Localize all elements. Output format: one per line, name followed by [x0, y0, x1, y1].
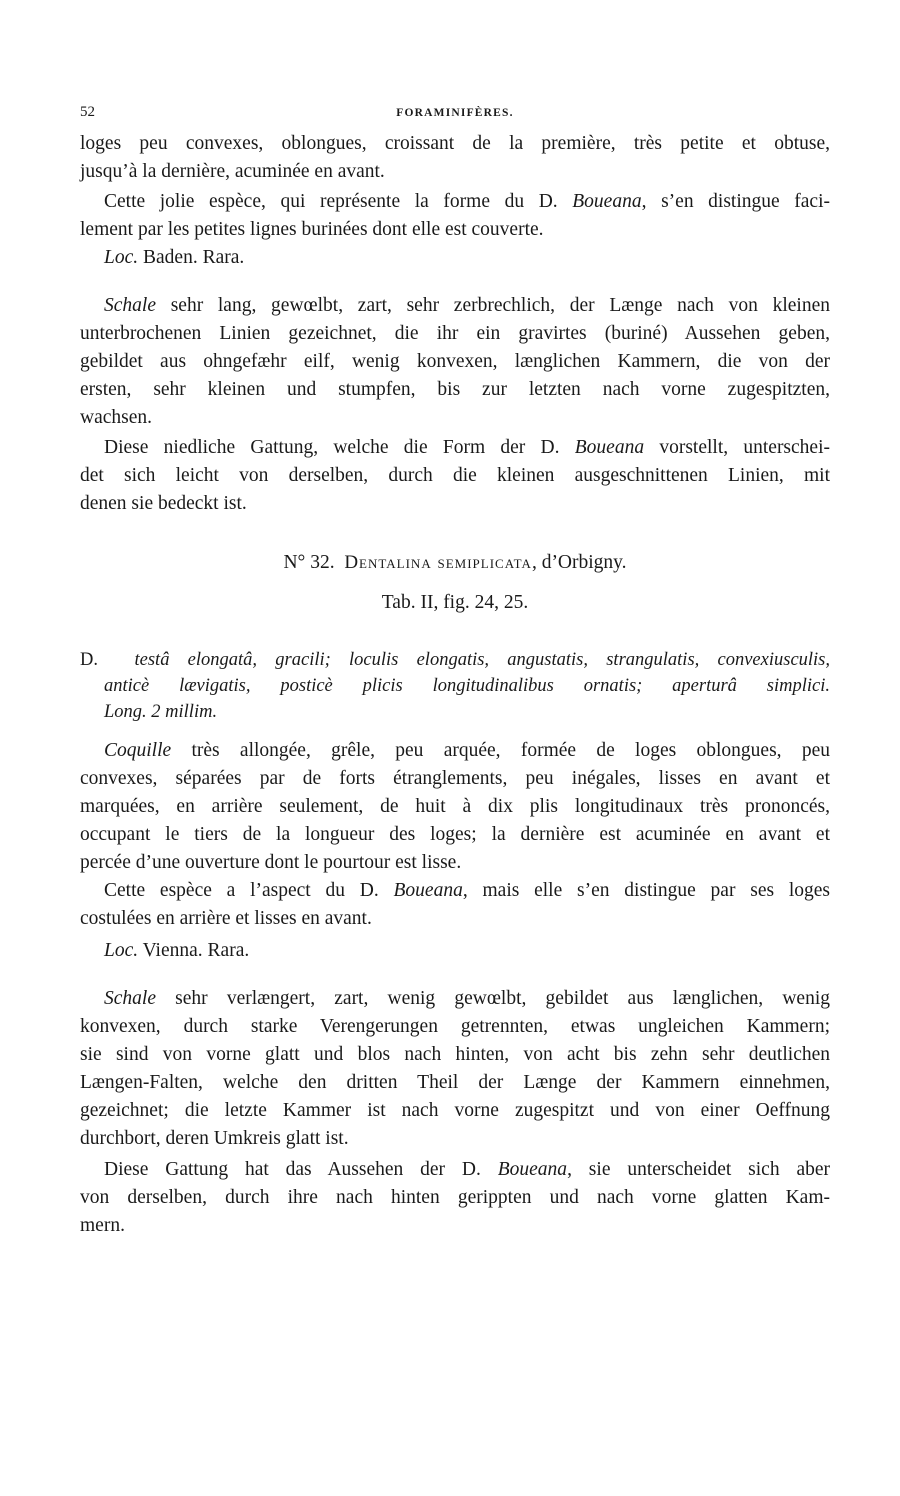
locality-text: Baden. Rara.	[138, 247, 245, 268]
locality-line	[80, 244, 830, 272]
text-line: Cette jolie espèce, qui représente la forme du D. Boueana, s’en distingue faci-	[104, 191, 831, 212]
text-line: gezeichnet; die letzte Kammer ist nach vorne zugespitzt und von einer Oeffnung	[80, 1100, 830, 1121]
diagnosis-line: D. testâ elongatâ, gracili; loculis elongatis, angustatis, strangulatis, convexiusculis,	[80, 650, 831, 670]
text-line: konvexen, durch starke Verengerungen getrennten, etwas ungleichen Kammern;	[80, 1016, 830, 1037]
text-line: jusqu’à la dernière, acuminée en avant.	[80, 161, 385, 182]
paragraph-french-comparison-2	[80, 877, 830, 933]
text-line: lement par les petites lignes burinées dont elle est couverte.	[80, 219, 544, 240]
locality-label: Loc.	[104, 940, 139, 961]
paragraph-german-comparison	[80, 434, 830, 518]
text-line: wachsen.	[80, 407, 153, 428]
diagnosis-line: Long. 2 millim.	[104, 702, 218, 722]
text-line: marquées, en arrière seulement, de huit à dix plis longitudinaux très prononcés,	[80, 796, 830, 817]
paragraph-german-comparison-2	[80, 1156, 830, 1240]
text-line: det sich leicht von derselben, durch die kleinen ausgeschnittenen Linien, mit	[80, 465, 830, 486]
text-line: percée d’une ouverture dont le pourtour est lisse.	[80, 852, 462, 873]
term-coquille: Coquille	[104, 740, 172, 761]
locality-label: Loc.	[104, 247, 139, 268]
page-number: 52	[80, 104, 95, 120]
text-line: loges peu convexes, oblongues, croissant de la première, très petite et obtuse,	[80, 133, 830, 154]
text-line: Schale sehr lang, gewœlbt, zart, sehr zerbrechlich, der Længe nach von kleinen	[104, 295, 830, 316]
term-schale: Schale	[104, 295, 156, 316]
text-line: durchbort, deren Umkreis glatt ist.	[80, 1128, 349, 1149]
text-line: denen sie bedeckt ist.	[80, 493, 247, 514]
paragraph-german-description-2	[80, 985, 830, 1153]
text-line: unterbrochenen Linien gezeichnet, die ihr ein gravirtes (buriné) Aussehen geben,	[80, 323, 830, 344]
species-heading	[80, 549, 830, 577]
taxon-name: Boueana	[497, 1159, 568, 1180]
text-line: Coquille très allongée, grêle, peu arquée, formée de loges oblongues, peu	[104, 740, 830, 761]
text-line: ersten, sehr kleinen und stumpfen, bis zur letzten nach vorne zugespitzten,	[80, 379, 830, 400]
paragraph-french-comparison	[80, 188, 830, 244]
locality-text: Vienna. Rara.	[138, 940, 250, 961]
text-line: sie sind von vorne glatt und blos nach hinten, von acht bis zehn sehr deutlichen	[80, 1044, 830, 1065]
species-name: Dentalina semiplicata	[344, 552, 532, 573]
diagnosis-line: anticè lævigatis, posticè plicis longitudinalibus ornatis; aperturâ simplici.	[104, 676, 830, 696]
paragraph-french-description	[80, 737, 830, 877]
text-line: von derselben, durch ihre nach hinten gerippten und nach vorne glatten Kam-	[80, 1187, 830, 1208]
paragraph-french-continuation	[80, 130, 830, 186]
taxon-name: Boueana	[574, 437, 645, 458]
running-title: FORAMINIFÈRES.	[396, 107, 514, 119]
text-line: Diese Gattung hat das Aussehen der D. Boueana, sie unterscheidet sich aber	[104, 1159, 830, 1180]
text-line: gebildet aus ohngefæhr eilf, wenig konvexen, længlichen Kammern, die von der	[80, 351, 830, 372]
locality-line-2	[80, 937, 830, 965]
latin-diagnosis	[80, 647, 830, 725]
taxon-name: Boueana	[393, 880, 463, 901]
text-line: costulées en arrière et lisses en avant.	[80, 908, 372, 929]
taxon-name: Boueana	[572, 191, 642, 212]
species-number: N° 32.	[283, 552, 335, 573]
text-line: Diese niedliche Gattung, welche die Form der D. Boueana vorstellt, unterschei-	[104, 437, 830, 458]
term-schale: Schale	[104, 988, 156, 1009]
text-line: Schale sehr verlængert, zart, wenig gewœlbt, gebildet aus længlichen, wenig	[104, 988, 830, 1009]
text-line: convexes, séparées par de forts étranglements, peu inégales, lisses en avant et	[80, 768, 830, 789]
text-line: Cette espèce a l’aspect du D. Boueana, mais elle s’en distingue par ses loges	[104, 880, 830, 901]
text-line: occupant le tiers de la longueur des loges; la dernière est acuminée en avant et	[80, 824, 830, 845]
paragraph-german-description	[80, 292, 830, 432]
page-header	[80, 104, 830, 126]
text-line: mern.	[80, 1215, 125, 1236]
figure-reference: Tab. II, fig. 24, 25.	[381, 592, 529, 613]
text-line: Længen-Falten, welche den dritten Theil der Længe der Kammern einnehmen,	[80, 1072, 830, 1093]
species-author: , d’Orbigny.	[531, 552, 627, 573]
